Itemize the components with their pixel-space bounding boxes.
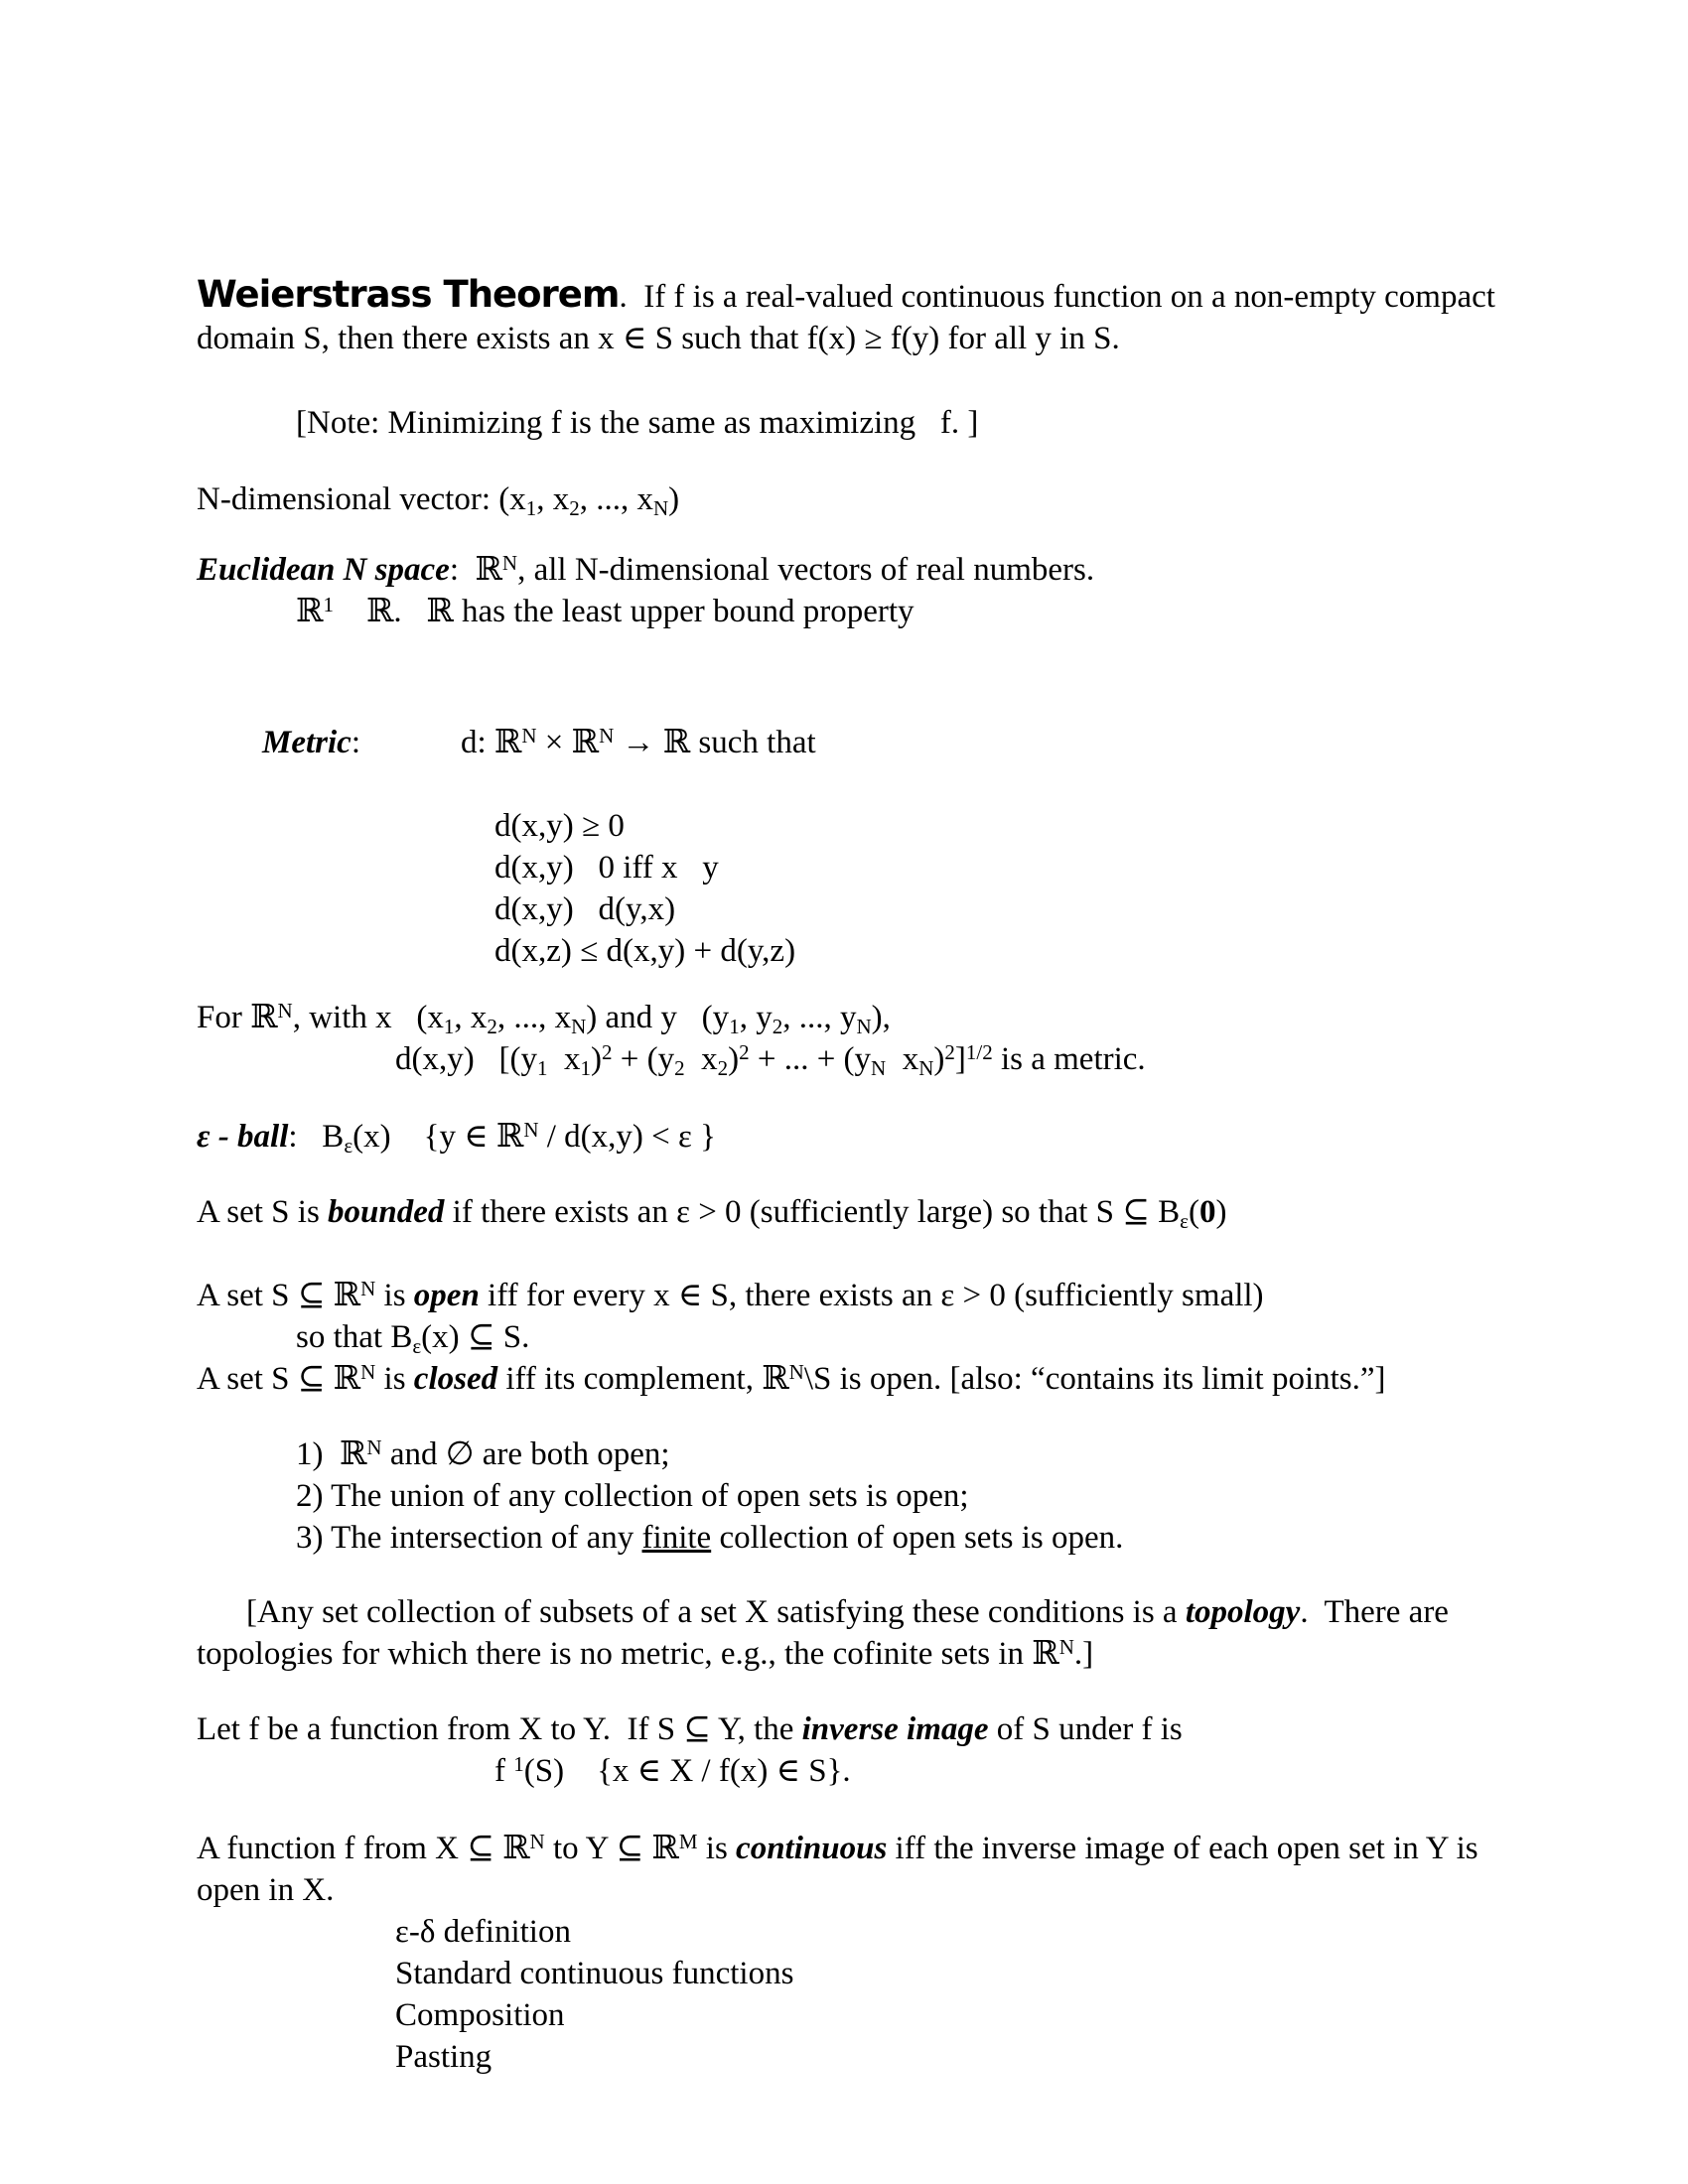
euclidean-metric-line-2: d(x,y) [($y_1$ $x_1)^2 + (y_2$ $x_2)^2$ + ... + ($y_N$ $x_N)^2]^{1/2}$ is a metric.	[395, 1039, 1146, 1080]
euclidean-metric-line-1: For ℝ$^N$, with x ($x_1$, $x_2$, ..., $x_N$) and y ($y_1$, $y_2$, ..., $y_N$),	[197, 998, 891, 1038]
note-line: [Note: Minimizing f is the same as maximizing f. ]	[296, 405, 979, 441]
euclidean-space-line-2: ℝ$^1$ ℝ. ℝ has the least upper bound property	[296, 592, 914, 629]
theorem-line-2: domain S, then there exists an x ∈ S such that f(x) ≥ f(y) for all y in S.	[197, 321, 1120, 356]
continuous-list-item-3: Composition	[395, 1997, 565, 2033]
document-content	[197, 274, 1656, 2078]
open-properties-list	[197, 1433, 1656, 1559]
open-definition-line-2: so that $B_\varepsilon(x)$ ⊆ S.	[296, 1319, 530, 1358]
open-definition-line-1: A set S ⊆ ℝ$^N$ is open iff for every x ∈ S, there exists an ε > 0 (sufficiently small)	[197, 1276, 1264, 1313]
continuous-list-item-4: Pasting	[395, 2039, 492, 2075]
bounded-definition-line: A set S is bounded if there exists an ε > 0 (sufficiently large) so that S ⊆ $B_\varepsilon(0)$	[197, 1194, 1227, 1233]
inverse-image-paragraph	[197, 1708, 1656, 1792]
topology-paragraph	[197, 1591, 1656, 1675]
continuous-list-item-2: Standard continuous functions	[395, 1956, 794, 1991]
epsilon-ball-paragraph	[197, 1116, 1656, 1158]
open-property-2: 2) The union of any collection of open sets is open;	[296, 1478, 969, 1514]
bounded-paragraph	[197, 1191, 1656, 1233]
metric-definition-line	[197, 680, 1656, 805]
continuous-list-item-1: ε-δ definition	[395, 1914, 571, 1950]
metric-axiom-3: d(x,y) d(y,x)	[494, 891, 676, 927]
continuous-paragraph	[197, 1828, 1656, 2078]
topology-line-1: [Any set collection of subsets of a set X satisfying these conditions is a topology. There are	[246, 1594, 1449, 1630]
inverse-image-line-1: Let f be a function from X to Y. If S ⊆ Y, the inverse image of S under f is	[197, 1711, 1183, 1747]
metric-axiom-2: d(x,y) 0 iff x y	[494, 850, 719, 886]
ndim-vector-paragraph	[197, 478, 1656, 520]
closed-definition-line: A set S ⊆ ℝ$^N$ is closed iff its complement, ℝ$^N$\S is open. [also: “contains its limit points.”]	[197, 1359, 1386, 1397]
theorem-line-1: Weierstrass Theorem. If f is a real-valued continuous function on a non-empty compact	[197, 273, 1495, 316]
theorem-paragraph	[197, 274, 1656, 359]
inverse-image-line-2: f $^1$(S) {x ∈ X / f(x) ∈ S}.	[494, 1751, 851, 1789]
epsilon-ball-line: ε - ball: $B_\varepsilon(x)$ {y ∈ ℝ$^N$ / d(x,y) < ε }	[197, 1117, 716, 1158]
open-property-3: 3) The intersection of any finite collection of open sets is open.	[296, 1520, 1124, 1556]
metric-axiom-4: d(x,z) ≤ d(x,y) + d(y,z)	[494, 933, 796, 969]
euclidean-space-paragraph	[197, 549, 1656, 632]
continuous-line-1: A function f from X ⊆ ℝ$^N$ to Y ⊆ ℝ$^M$ is continuous iff the inverse image of each open set in Y is	[197, 1829, 1478, 1866]
euclidean-metric-paragraph	[197, 997, 1656, 1080]
metric-head: d: ℝ$^N$ × ℝ$^N$ → ℝ such that	[461, 723, 816, 760]
open-property-1: 1) ℝ$^N$ and ∅ are both open;	[296, 1434, 670, 1472]
note-paragraph	[197, 402, 1656, 444]
metric-label: Metric:	[262, 725, 360, 760]
continuous-line-2: open in X.	[197, 1872, 335, 1908]
ndim-vector-line: N-dimensional vector: ($x_1$, $x_2$, ..., $x_N$)	[197, 481, 680, 520]
open-closed-paragraph	[197, 1275, 1656, 1400]
metric-paragraph	[197, 680, 1656, 972]
topology-line-2: topologies for which there is no metric, e.g., the cofinite sets in ℝ$^N$.]	[197, 1634, 1094, 1672]
metric-axiom-1: d(x,y) ≥ 0	[494, 808, 625, 844]
euclidean-space-line-1: Euclidean N space: ℝ$^N$, all N-dimensional vectors of real numbers.	[197, 550, 1095, 588]
